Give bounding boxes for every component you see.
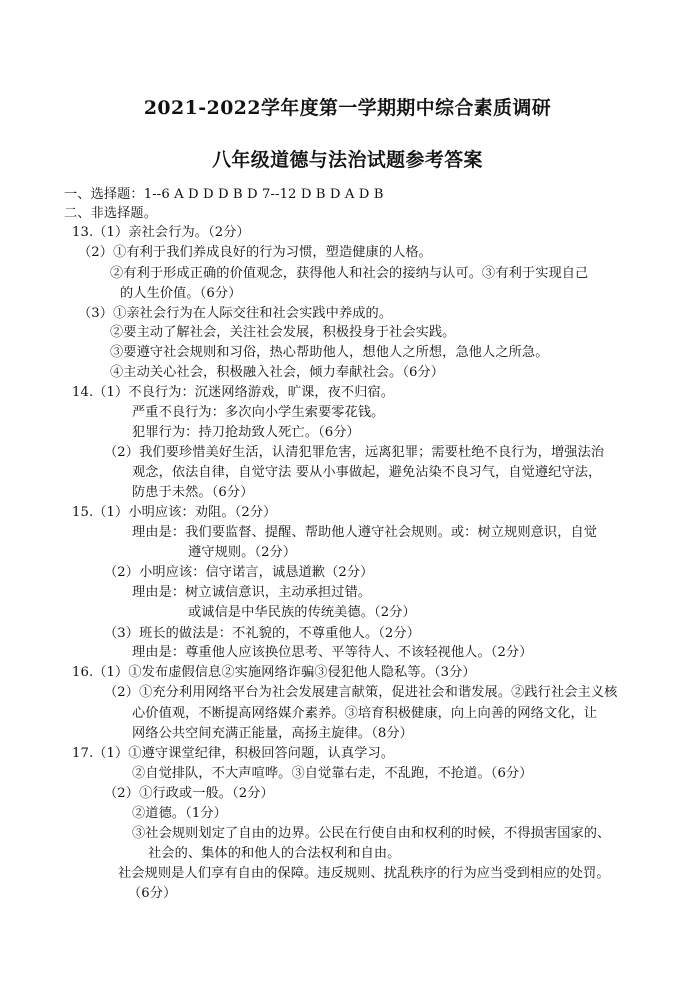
answer-line: 社会的、集体的和他人的合法权利和自由。 — [148, 846, 401, 861]
answer-line: ②有利于形成正确的价值观念，获得他人和社会的接纳与认可。③有利于实现自己 — [110, 266, 589, 281]
answer-line: （2）我们要珍惜美好生活，认清犯罪危害，远离犯罪；需要杜绝不良行为，增强法治 — [104, 445, 605, 460]
answer-line: 网络公共空间充满正能量，高扬主旋律。（8分） — [132, 726, 413, 741]
answer-line: ④主动关心社会，积极融入社会，倾力奉献社会。（6分） — [110, 365, 445, 380]
answer-line: （2）①有利于我们养成良好的行为习惯，塑造健康的人格。 — [78, 245, 432, 260]
answer-line: （2）小明应该：信守诺言，诚恳道歉（2分） — [104, 565, 374, 580]
answer-line: 心价值观，不断提高网络媒介素养。③培育积极健康，向上向善的网络文化，让 — [132, 706, 598, 721]
answer-line: （2）①充分利用网络平台为社会发展建言献策，促进社会和谐发展。②践行社会主义核 — [104, 685, 618, 700]
answer-line: 理由是：树立诚信意识，主动承担过错。 — [132, 585, 372, 600]
mc-answers: 一、选择题：1--6 A D D D B D 7--12 D B D A D B — [64, 187, 384, 202]
answer-line: 14.（1）不良行为：沉迷网络游戏，旷课，夜不归宿。 — [72, 385, 395, 400]
answer-line: 13.（1）亲社会行为。（2分） — [72, 225, 250, 240]
answer-line: （2）①行政或一般。（2分） — [104, 786, 274, 801]
document-title-line2: 八年级道德与法治试题参考答案 — [212, 149, 483, 171]
answer-line: （3）班长的做法是：不礼貌的，不尊重他人。（2分） — [104, 626, 420, 641]
answer-line: 16.（1）①发布虚假信息②实施网络诈骗③侵犯他人隐私等。（3分） — [72, 665, 476, 680]
answer-line: ②自觉排队，不大声喧哗。③自觉靠右走，不乱跑，不抢道。（6分） — [132, 766, 533, 781]
answer-line: 的人生价值。（6分） — [120, 286, 242, 301]
answer-line: ③社会规则划定了自由的边界。公民在行使自由和权利的时候，不得损害国家的、 — [132, 826, 611, 841]
answer-line: 15.（1）小明应该：劝阻。（2分） — [72, 505, 277, 520]
answer-line: ③要遵守社会规则和习俗，热心帮助他人，想他人之所想，急他人之所急。 — [110, 345, 549, 360]
document-title-line1: 2021-2022学年度第一学期期中综合素质调研 — [143, 97, 552, 119]
answer-line: ②道德。（1分） — [132, 806, 227, 821]
answer-line: 17.（1）①遵守课堂纪律，积极回答问题，认真学习。 — [72, 746, 395, 761]
answer-line: 严重不良行为：多次向小学生索要零花钱。 — [132, 405, 385, 420]
answer-line: （6分） — [128, 886, 177, 901]
answer-line: 社会规则是人们享有自由的保障。违反规则、扰乱秩序的行为应当受到相应的处罚。 — [118, 866, 610, 881]
answer-line: 防患于未然。（6分） — [132, 485, 254, 500]
answer-line: 犯罪行为：持刀抢劫致人死亡。（6分） — [132, 425, 360, 440]
answer-line: ②要主动了解社会，关注社会发展，积极投身于社会实践。 — [110, 325, 456, 340]
answer-line: 或诚信是中华民族的传统美德。（2分） — [188, 605, 416, 620]
section-heading: 二、非选择题。 — [64, 206, 158, 221]
answer-line: 遵守规则。（2分） — [188, 545, 297, 560]
answer-line: （3）①亲社会行为在人际交往和社会实践中养成的。 — [78, 306, 393, 321]
answer-line: 观念，依法自律，自觉守法 要从小事做起，避免沾染不良习气，自觉遵纪守法， — [132, 465, 602, 480]
answer-line: 理由是：尊重他人应该换位思考、平等待人、不该轻视他人。（2分） — [132, 645, 533, 660]
answer-line: 理由是：我们要监督、提醒、帮助他人遵守社会规则。或：树立规则意识，自觉 — [132, 525, 598, 540]
